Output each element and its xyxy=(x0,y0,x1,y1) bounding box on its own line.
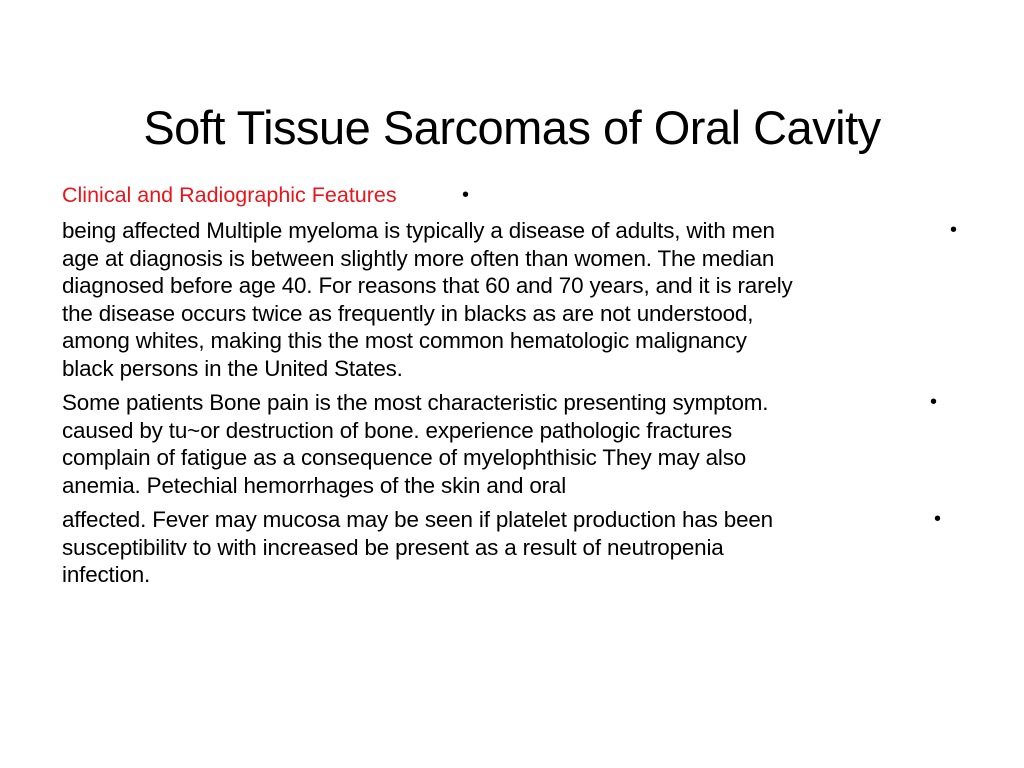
paragraph-2 xyxy=(62,389,966,499)
section-heading xyxy=(62,180,966,210)
paragraph-3 xyxy=(62,506,966,589)
bullet-icon: • xyxy=(950,219,958,241)
paragraph-line: diagnosed before age 40. For reasons that 60 and 70 years, and it is rarely xyxy=(62,273,793,298)
paragraph-line: being affected Multiple myeloma is typically a disease of adults, with men xyxy=(62,218,775,243)
paragraph-line: among whites, making this the most common hematologic malignancy xyxy=(62,328,747,353)
paragraph-line: susceptibilitv to with increased be present as a result of neutropenia xyxy=(62,534,724,560)
bullet-icon: • xyxy=(930,391,938,413)
slide-body xyxy=(62,180,966,596)
paragraph-line: the disease occurs twice as frequently in blacks as are not understood, xyxy=(62,300,754,326)
section-heading-text: Clinical and Radiographic Features xyxy=(62,183,397,207)
paragraph-line: anemia. Petechial hemorrhages of the skin and oral xyxy=(62,472,567,498)
paragraph-line: Some patients Bone pain is the most characteristic presenting symptom. xyxy=(62,390,769,415)
bullet-icon: • xyxy=(934,508,942,530)
paragraph-line: affected. Fever may mucosa may be seen if platelet production has been xyxy=(62,507,773,532)
paragraph-line: black persons in the United States. xyxy=(62,355,403,381)
paragraph-line: complain of fatigue as a consequence of myelophthisic They may also xyxy=(62,445,747,470)
paragraph-line: infection. xyxy=(62,562,151,587)
slide-title: Soft Tissue Sarcomas of Oral Cavity xyxy=(143,101,881,155)
paragraph-line: age at diagnosis is between slightly more often than women. The median xyxy=(62,245,775,271)
paragraph-line: caused by tu~or destruction of bone. experience pathologic fractures xyxy=(62,417,733,443)
bullet-icon: • xyxy=(462,184,470,206)
paragraph-1 xyxy=(62,217,966,382)
